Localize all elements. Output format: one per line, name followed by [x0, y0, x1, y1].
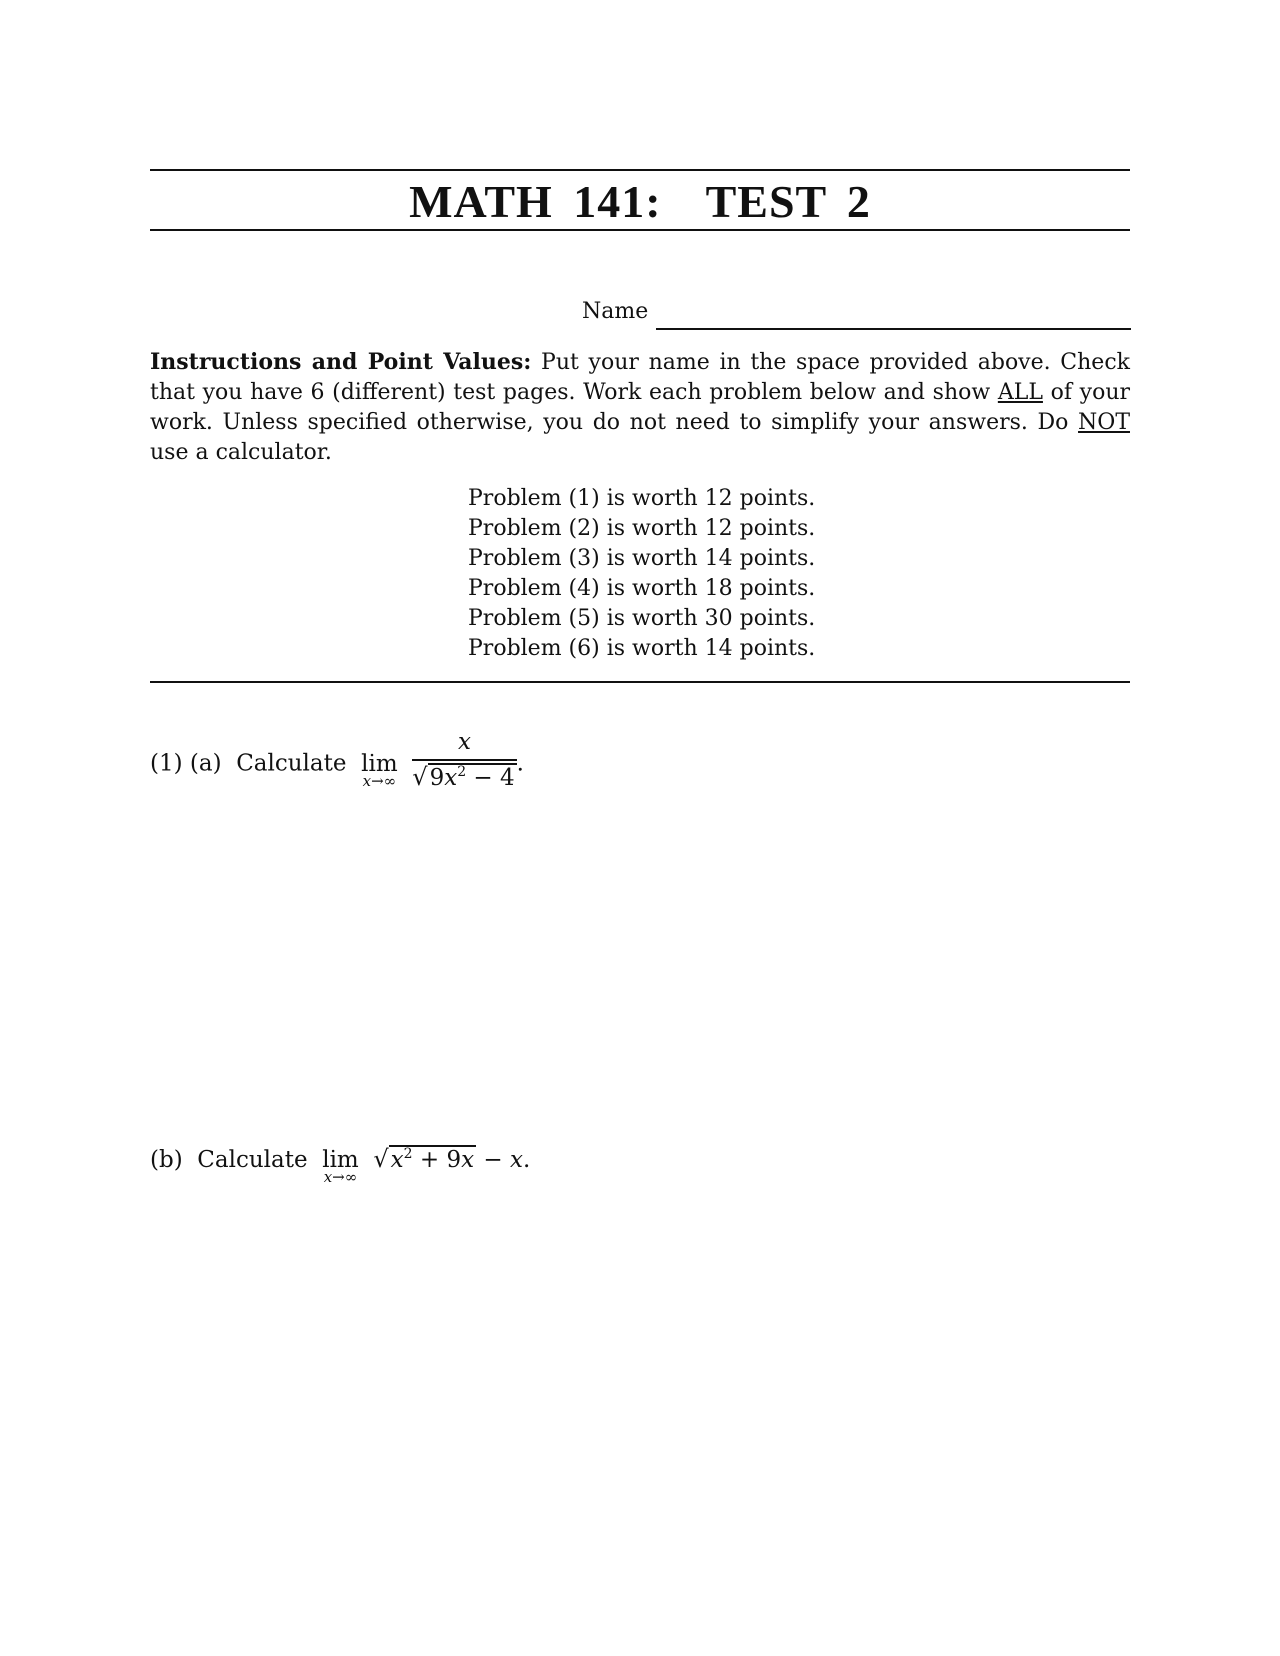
instructions-all: ALL [997, 380, 1043, 405]
problem-1a-radicand-tail: − 4 [466, 765, 515, 791]
problem-1a-verb: Calculate [236, 750, 347, 777]
problem-1b-lim: lim [322, 1147, 359, 1173]
problem-1b-var: x [510, 1147, 523, 1173]
problem-1b-minus: − [476, 1147, 510, 1173]
point-value-item: Problem (5) is worth 30 points. [468, 606, 816, 631]
instructions-text-1: Put your name in the space provided above. Check that you have 6 (different) test pages. Work each problem below and show [150, 350, 1130, 405]
problem-1b-radicand-x: x [390, 1147, 404, 1173]
name-blank-line[interactable] [656, 308, 1131, 330]
point-value-item: Problem (1) is worth 12 points. [468, 486, 816, 511]
point-value-item: Problem (4) is worth 18 points. [468, 576, 816, 601]
title-top-rule [150, 169, 1130, 171]
problem-1b [150, 1144, 531, 1186]
problem-1b-radicand-exp: 2 [403, 1146, 413, 1162]
problem-1a-lim: lim [361, 750, 398, 777]
point-value-item: Problem (3) is worth 14 points. [468, 546, 816, 571]
problem-1b-verb: Calculate [197, 1147, 308, 1173]
point-values-list [468, 484, 815, 664]
problem-1b-end: . [522, 1147, 531, 1173]
problem-1b-limit [322, 1145, 359, 1186]
title-test: TEST 2 [705, 176, 871, 227]
title-course: MATH 141: [409, 176, 662, 227]
problem-1a-end: . [516, 750, 524, 777]
problem-1a-limit [361, 749, 398, 790]
problem-1a-label: (1) (a) [150, 750, 222, 777]
instructions-not: NOT [1078, 410, 1130, 435]
problem-1b-label: (b) [150, 1147, 183, 1173]
sqrt-icon: $√9x^2 - 4$ [412, 763, 515, 791]
problem-1b-radicand-x2: x [461, 1147, 475, 1173]
instructions-text-2: of your work. Unless specified otherwise, you do not need to simplify your answers. Do [150, 380, 1130, 435]
problem-1a [150, 729, 524, 796]
problem-1a-radicand-exp: 2 [457, 764, 467, 780]
instructions-heading: Instructions and Point Values: [150, 349, 532, 375]
problem-1a-fraction [412, 729, 516, 792]
name-label: Name [582, 299, 649, 324]
problem-1a-numerator: x [412, 729, 516, 761]
problem-1a-radicand-lead: 9 [429, 765, 445, 791]
problem-1b-lim-sub: x→∞ [323, 1168, 358, 1186]
section-divider [150, 681, 1130, 683]
page-title [150, 174, 1130, 230]
name-field [582, 298, 1131, 326]
problem-1a-lim-sub: x→∞ [362, 771, 397, 790]
point-value-item: Problem (2) is worth 12 points. [468, 516, 816, 541]
instructions [150, 347, 1130, 468]
point-value-item: Problem (6) is worth 14 points. [468, 636, 816, 661]
instructions-text-3: use a calculator. [150, 440, 332, 465]
sqrt-icon: $√x^2 + 9x$ [373, 1145, 475, 1173]
problem-1b-radicand-tail: + 9 [412, 1147, 462, 1173]
title-bottom-rule [150, 229, 1130, 231]
problem-1a-denominator [412, 761, 516, 792]
